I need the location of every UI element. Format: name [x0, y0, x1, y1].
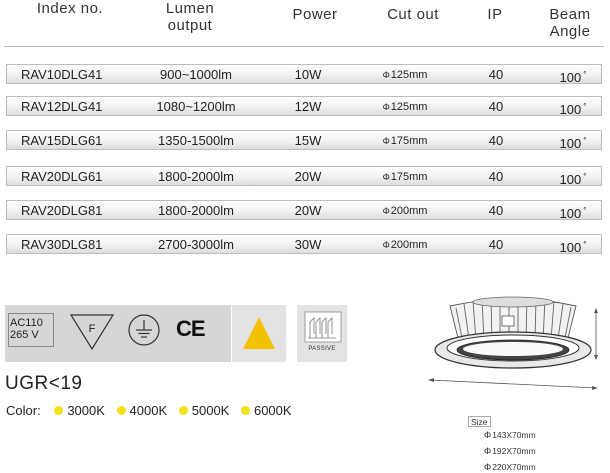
cell-cutout: Φ200mm: [382, 205, 428, 217]
cell-power: 15W: [294, 133, 322, 148]
header-cutout: Cut out: [387, 6, 439, 23]
header-divider: [4, 46, 604, 47]
cell-beam: 100 °: [559, 136, 587, 151]
cell-power: 12W: [294, 99, 322, 114]
header-index: Index no.: [36, 0, 104, 17]
header-beam: Beam Angle: [549, 6, 591, 40]
color-dot-icon: [117, 406, 126, 415]
cell-ip: 40: [488, 169, 504, 184]
cell-beam: 100 °: [559, 102, 587, 117]
size-option: Φ143X70mm: [484, 430, 536, 440]
color-dot-icon: [54, 406, 63, 415]
voltage-line-2: 265 V: [10, 329, 39, 341]
cell-model: RAV20DLG81: [21, 203, 103, 218]
color-option-5000k: 5000K: [191, 403, 230, 419]
table-row: [6, 234, 602, 254]
cell-lumen: 2700-3000lm: [158, 237, 234, 252]
cell-ip: 40: [488, 67, 504, 82]
cell-lumen: 1080~1200lm: [156, 99, 236, 114]
size-option: Φ192X70mm: [484, 446, 536, 456]
header-power: Power: [292, 6, 338, 23]
ce-mark-icon: CE: [176, 316, 205, 341]
cell-lumen: 1800-2000lm: [158, 169, 234, 184]
passive-heatsink-icon: [303, 310, 343, 344]
header-lumen: Lumen output: [165, 0, 215, 34]
color-options: [6, 402, 292, 418]
warning-triangle-icon: [240, 313, 278, 353]
cell-beam: 100 °: [559, 70, 587, 85]
ground-icon: [126, 312, 162, 348]
table-row: [6, 96, 602, 116]
cell-cutout: Φ200mm: [382, 239, 428, 251]
cell-power: 20W: [294, 169, 322, 184]
color-dot-icon: [179, 406, 188, 415]
cell-lumen: 1800-2000lm: [158, 203, 234, 218]
cell-lumen: 1350-1500lm: [158, 133, 234, 148]
table-row: [6, 130, 602, 150]
ugr-rating: UGR<19: [5, 373, 83, 394]
cell-beam: 100 °: [559, 240, 587, 255]
voltage-line-1: AC110: [10, 317, 43, 329]
cell-ip: 40: [488, 133, 504, 148]
color-dot-icon: [241, 406, 250, 415]
table-row: [6, 200, 602, 220]
size-tag: Size: [468, 416, 491, 427]
color-option-3000k: 3000K: [67, 403, 105, 419]
downlight-product-drawing: [418, 288, 608, 398]
cell-model: RAV12DLG41: [21, 99, 103, 114]
cell-cutout: Φ125mm: [382, 101, 428, 113]
cell-beam: 100 °: [559, 172, 587, 187]
cell-power: 30W: [294, 237, 322, 252]
cell-ip: 40: [488, 203, 504, 218]
cell-cutout: Φ125mm: [382, 69, 428, 81]
voltage-label: [10, 317, 43, 341]
color-option-4000k: 4000K: [129, 403, 168, 419]
size-option: Φ220X70mm: [484, 462, 536, 472]
passive-label: PASSIVE: [308, 346, 336, 352]
cell-model: RAV10DLG41: [21, 67, 103, 82]
cell-cutout: Φ175mm: [382, 171, 428, 183]
cell-cutout: Φ175mm: [382, 135, 428, 147]
f-mark-text: F: [88, 323, 96, 335]
cell-model: RAV30DLG81: [21, 237, 103, 252]
cell-ip: 40: [488, 99, 504, 114]
cell-ip: 40: [488, 237, 504, 252]
table-row: [6, 166, 602, 186]
cell-beam: 100 °: [559, 206, 587, 221]
cell-model: RAV20DLG61: [21, 169, 103, 184]
color-label: Color:: [6, 403, 41, 419]
cell-power: 10W: [294, 67, 322, 82]
cell-model: RAV15DLG61: [21, 133, 103, 148]
cell-power: 20W: [294, 203, 322, 218]
header-ip: IP: [487, 6, 503, 23]
f-mark-icon: [68, 312, 116, 352]
cell-lumen: 900~1000lm: [160, 67, 232, 82]
table-row: [6, 64, 602, 84]
color-option-6000k: 6000K: [253, 403, 292, 419]
